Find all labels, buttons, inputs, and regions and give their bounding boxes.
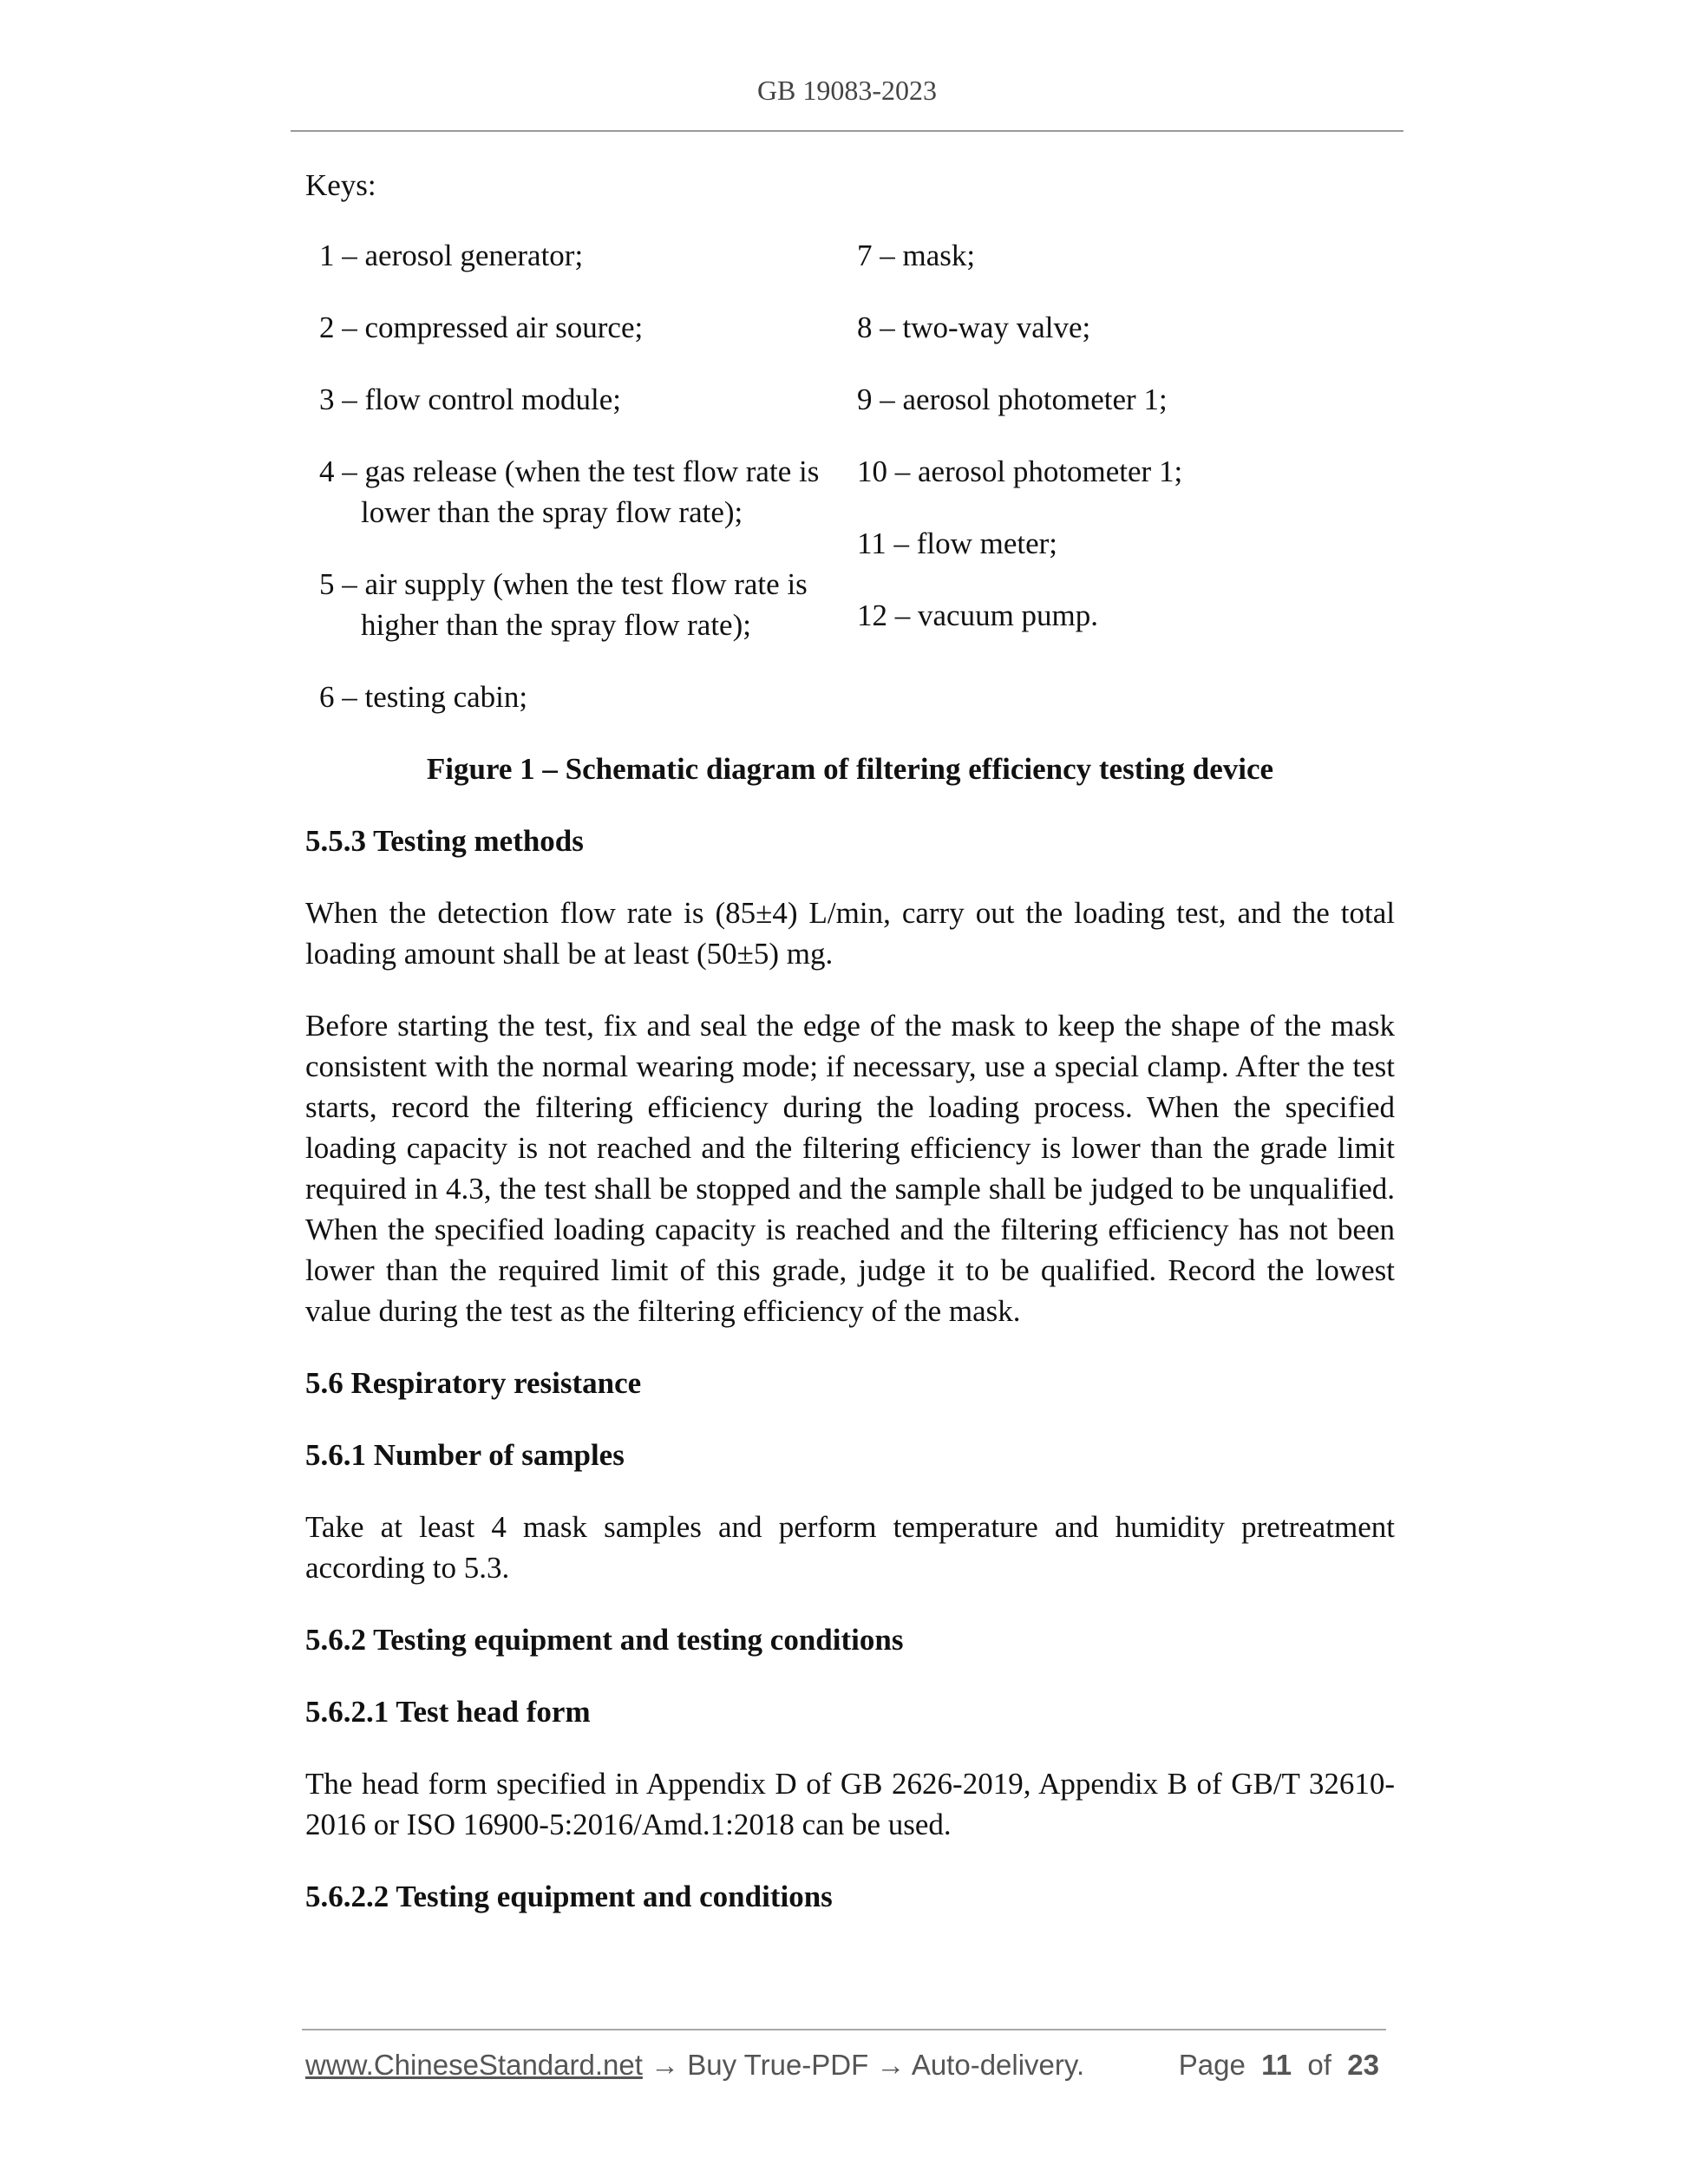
key-item: 3 – flow control module; xyxy=(319,383,622,416)
website-link[interactable]: www.ChineseStandard.net xyxy=(305,2049,643,2081)
paragraph: Take at least 4 mask samples and perform temperature and humidity pretreatment according to 5.3. xyxy=(305,1510,1395,1585)
key-item: 2 – compressed air source; xyxy=(319,311,644,344)
footer-promo xyxy=(305,2049,1084,2082)
figure-caption: Figure 1 – Schematic diagram of filtering efficiency testing device xyxy=(426,752,1274,786)
header-divider xyxy=(291,130,1403,132)
section-heading-5-6-2-1: 5.6.2.1 Test head form xyxy=(305,1695,591,1729)
key-item: 1 – aerosol generator; xyxy=(319,239,584,272)
page-content xyxy=(305,165,1395,1948)
section-heading-5-6: 5.6 Respiratory resistance xyxy=(305,1366,642,1400)
section-heading-5-5-3: 5.5.3 Testing methods xyxy=(305,824,584,858)
paragraph: Before starting the test, fix and seal the edge of the mask to keep the shape of the mask consistent with the normal wearing mode; if necessary, use a special clamp. After the test starts, record the filtering efficiency during the loading process. When the specified loading capacity is not reached and the filtering efficiency is lower than the grade limit required in 4.3, the test shall be stopped and the sample shall be judged to be unqualified. When the specified loading capacity is reached and the filtering efficiency has not been lower than the required limit of this grade, judge it to be qualified. Record the lowest value during the test as the filtering efficiency of the mask. xyxy=(305,1009,1395,1328)
keys-right-column xyxy=(857,235,1409,749)
keys-title: Keys: xyxy=(305,168,376,202)
section-heading-5-6-2-2: 5.6.2.2 Testing equipment and conditions xyxy=(305,1880,833,1913)
paragraph: When the detection flow rate is (85±4) L/min, carry out the loading test, and the total loading amount shall be at least (50±5) mg. xyxy=(305,896,1395,971)
of-label: of xyxy=(1307,2049,1331,2081)
key-item: 11 – flow meter; xyxy=(857,526,1058,560)
key-item: 12 – vacuum pump. xyxy=(857,598,1099,632)
keys-left-column xyxy=(319,235,857,749)
key-item: 5 – air supply (when the test flow rate is higher than the spray flow rate); xyxy=(319,567,808,642)
footer-promo-text: → Buy True-PDF → Auto-delivery. xyxy=(642,2049,1085,2081)
page-indicator xyxy=(1179,2049,1379,2082)
total-pages: 23 xyxy=(1347,2049,1379,2081)
footer-divider xyxy=(302,2029,1386,2030)
page-number: 11 xyxy=(1261,2049,1292,2081)
section-heading-5-6-2: 5.6.2 Testing equipment and testing conditions xyxy=(305,1623,904,1657)
key-item: 8 – two-way valve; xyxy=(857,311,1091,344)
figure-keys xyxy=(319,235,1395,749)
page-label: Page xyxy=(1178,2049,1246,2081)
key-item: 6 – testing cabin; xyxy=(319,680,528,714)
key-item: 7 – mask; xyxy=(857,239,976,272)
key-item: 10 – aerosol photometer 1; xyxy=(857,454,1183,488)
paragraph: The head form specified in Appendix D of GB 2626-2019, Appendix B of GB/T 32610-2016 or ISO 16900-5:2016/Amd.1:2018 can be used. xyxy=(305,1767,1395,1841)
key-item: 4 – gas release (when the test flow rate is lower than the spray flow rate); xyxy=(319,454,820,529)
key-item: 9 – aerosol photometer 1; xyxy=(857,383,1168,416)
section-heading-5-6-1: 5.6.1 Number of samples xyxy=(305,1438,625,1472)
document-header: GB 19083-2023 xyxy=(756,75,938,106)
